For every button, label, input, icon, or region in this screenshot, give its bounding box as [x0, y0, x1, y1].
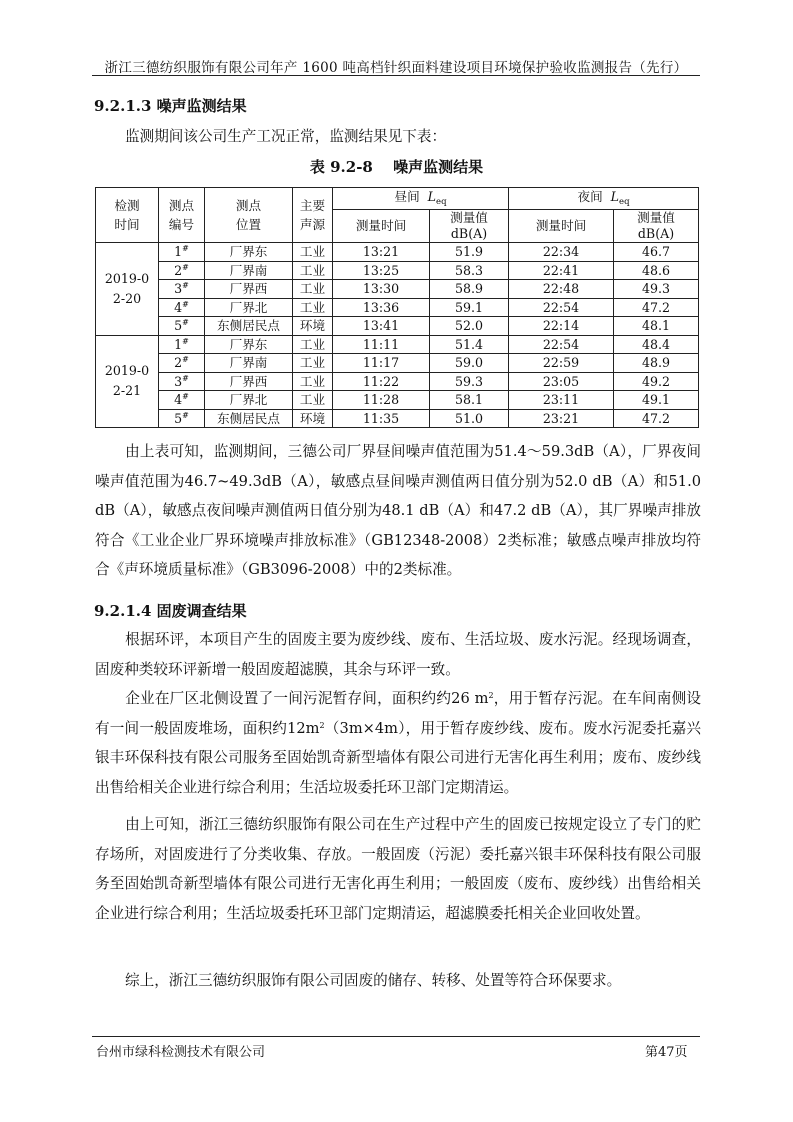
cell-day-value: 52.0 — [430, 317, 509, 336]
cell-day-time: 11:22 — [333, 372, 430, 391]
cell-day-value: 51.4 — [430, 335, 509, 354]
cell-source: 工业 — [293, 261, 333, 280]
table-row — [96, 335, 699, 354]
noise-results-table — [95, 187, 699, 428]
cell-point-no: 3# — [159, 280, 205, 299]
cell-location: 厂界西 — [205, 372, 293, 391]
cell-point-no: 1# — [159, 335, 205, 354]
waste-paragraph-3: 由上可知，浙江三德纺织服饰有限公司在生产过程中产生的固废已按规定设立了专门的贮存场所，对固废进行了分类收集、存放。一般固废（污泥）委托嘉兴银丰环保科技有限公司服务至固始凯奇新型墙体有限公司进行无害化再生利用；一般固废（废布、废纱线）出售给相关企业进行综合利用；生活垃圾委托环卫部门定期清运，超滤膜委托相关企业回收处置。 — [95, 816, 701, 922]
footer-divider — [92, 1036, 700, 1037]
cell-day-value: 59.1 — [430, 298, 509, 317]
cell-night-value: 49.2 — [614, 372, 699, 391]
col-header-night-time: 测量时间 — [509, 209, 614, 243]
cell-date: 2019-02-20 — [96, 243, 159, 336]
cell-night-time: 22:14 — [509, 317, 614, 336]
cell-point-no: 2# — [159, 354, 205, 373]
waste-paragraph-1: 根据环评，本项目产生的固废主要为废纱线、废布、生活垃圾、废水污泥。经现场调查，固废种类较环评新增一般固废超滤膜，其余与环评一致。 — [95, 631, 701, 678]
cell-night-time: 22:59 — [509, 354, 614, 373]
cell-night-value: 46.7 — [614, 243, 699, 262]
cell-day-time: 13:21 — [333, 243, 430, 262]
cell-point-no: 5# — [159, 317, 205, 336]
cell-day-time: 13:30 — [333, 280, 430, 299]
col-header-night-value: 测量值dB(A) — [614, 209, 699, 243]
cell-location: 厂界南 — [205, 261, 293, 280]
cell-point-no: 4# — [159, 391, 205, 410]
page-header-title: 浙江三德纺织服饰有限公司年产 1600 吨高档针织面料建设项目环境保护验收监测报告（先行） — [104, 60, 688, 76]
cell-night-time: 23:11 — [509, 391, 614, 410]
cell-location: 东侧居民点 — [205, 317, 293, 336]
cell-location: 厂界西 — [205, 280, 293, 299]
cell-day-time: 11:28 — [333, 391, 430, 410]
cell-night-time: 23:21 — [509, 409, 614, 428]
cell-night-time: 22:34 — [509, 243, 614, 262]
cell-night-value: 48.9 — [614, 354, 699, 373]
cell-point-no: 1# — [159, 243, 205, 262]
group-header-day: 昼间 $L_{eq}$ — [333, 188, 509, 210]
cell-night-value: 47.2 — [614, 409, 699, 428]
cell-source: 工业 — [293, 335, 333, 354]
cell-day-value: 58.3 — [430, 261, 509, 280]
col-header-date: 检测时间 — [96, 188, 159, 243]
col-header-day-value: 测量值dB(A) — [430, 209, 509, 243]
cell-source: 环境 — [293, 409, 333, 428]
table-row — [96, 354, 699, 373]
cell-source: 工业 — [293, 372, 333, 391]
cell-night-time: 22:41 — [509, 261, 614, 280]
cell-source: 工业 — [293, 243, 333, 262]
col-header-location: 测点位置 — [205, 188, 293, 243]
cell-location: 厂界东 — [205, 335, 293, 354]
cell-source: 工业 — [293, 391, 333, 410]
cell-day-time: 13:36 — [333, 298, 430, 317]
cell-point-no: 4# — [159, 298, 205, 317]
col-header-source: 主要声源 — [293, 188, 333, 243]
footer-page-number: 第47页 — [645, 1045, 688, 1060]
cell-day-time: 13:41 — [333, 317, 430, 336]
cell-day-value: 58.9 — [430, 280, 509, 299]
cell-night-value: 49.3 — [614, 280, 699, 299]
table-row — [96, 317, 699, 336]
cell-point-no: 3# — [159, 372, 205, 391]
table-row — [96, 261, 699, 280]
cell-night-time: 22:54 — [509, 335, 614, 354]
cell-night-value: 49.1 — [614, 391, 699, 410]
cell-point-no: 2# — [159, 261, 205, 280]
cell-day-time: 11:17 — [333, 354, 430, 373]
cell-night-value: 48.1 — [614, 317, 699, 336]
col-header-point-no: 测点编号 — [159, 188, 205, 243]
cell-location: 东侧居民点 — [205, 409, 293, 428]
waste-paragraph-2: 企业在厂区北侧设置了一间污泥暂存间，面积约约26 $m^2$，用于暂存污泥。在车间南侧设有一间一般固废堆场，面积约$12m^2(3m\times 4m)$，用于暂存废纱线、废布。废水污泥委托嘉兴银丰环保科技有限公司服务至固始凯奇新型墙体有限公司进行无害化再生利用；废布、废纱线出售给相关企业进行综合利用；生活垃圾委托环卫部门定期清运。 — [95, 690, 701, 796]
cell-source: 环境 — [293, 317, 333, 336]
col-header-day-time: 测量时间 — [333, 209, 430, 243]
cell-day-time: 11:35 — [333, 409, 430, 428]
cell-day-value: 51.0 — [430, 409, 509, 428]
cell-day-time: 13:25 — [333, 261, 430, 280]
cell-day-value: 51.9 — [430, 243, 509, 262]
cell-night-time: 22:48 — [509, 280, 614, 299]
cell-point-no: 5# — [159, 409, 205, 428]
cell-source: 工业 — [293, 280, 333, 299]
cell-location: 厂界东 — [205, 243, 293, 262]
cell-night-value: 48.6 — [614, 261, 699, 280]
cell-day-time: 11:11 — [333, 335, 430, 354]
waste-section-heading: 9.2.1.4 固废调查结果 — [94, 602, 247, 620]
cell-source: 工业 — [293, 298, 333, 317]
cell-night-time: 23:05 — [509, 372, 614, 391]
waste-paragraph-4: 综上，浙江三德纺织服饰有限公司固废的储存、转移、处置等符合环保要求。 — [125, 972, 622, 989]
cell-location: 厂界北 — [205, 391, 293, 410]
header-divider — [92, 75, 700, 76]
table-row — [96, 391, 699, 410]
cell-day-value: 59.3 — [430, 372, 509, 391]
noise-section-heading: 9.2.1.3 噪声监测结果 — [94, 97, 247, 115]
cell-date: 2019-02-21 — [96, 335, 159, 428]
cell-night-value: 48.4 — [614, 335, 699, 354]
table-row — [96, 243, 699, 262]
table-caption: 表 9.2-8 噪声监测结果 — [309, 158, 484, 176]
cell-night-value: 47.2 — [614, 298, 699, 317]
cell-night-time: 22:54 — [509, 298, 614, 317]
cell-day-value: 59.0 — [430, 354, 509, 373]
table-row — [96, 409, 699, 428]
noise-intro-text: 监测期间该公司生产工况正常，监测结果见下表： — [125, 128, 447, 145]
group-header-night: 夜间 $L_{eq}$ — [509, 188, 699, 210]
noise-conclusion-paragraph: 由上表可知，监测期间，三德公司厂界昼间噪声值范围为51.4～59.3dB（A），厂界夜间噪声值范围为46.7~49.3dB（A），敏感点昼间噪声测值两日值分别为52.0 dB（A）和51.0 dB（A），敏感点夜间噪声测值两日值分别为48.1 dB（A）和47.2 dB（A），其厂界噪声排放符合《工业企业厂界环境噪声排放标准》（GB12348-2008）2类标准；敏感点噪声排放均符合《声环境质量标准》（GB3096-2008）中的2类标准。 — [95, 443, 701, 578]
cell-location: 厂界南 — [205, 354, 293, 373]
cell-location: 厂界北 — [205, 298, 293, 317]
table-row — [96, 280, 699, 299]
table-row — [96, 298, 699, 317]
cell-source: 工业 — [293, 354, 333, 373]
table-row — [96, 372, 699, 391]
cell-day-value: 58.1 — [430, 391, 509, 410]
footer-company: 台州市绿科检测技术有限公司 — [96, 1045, 266, 1060]
